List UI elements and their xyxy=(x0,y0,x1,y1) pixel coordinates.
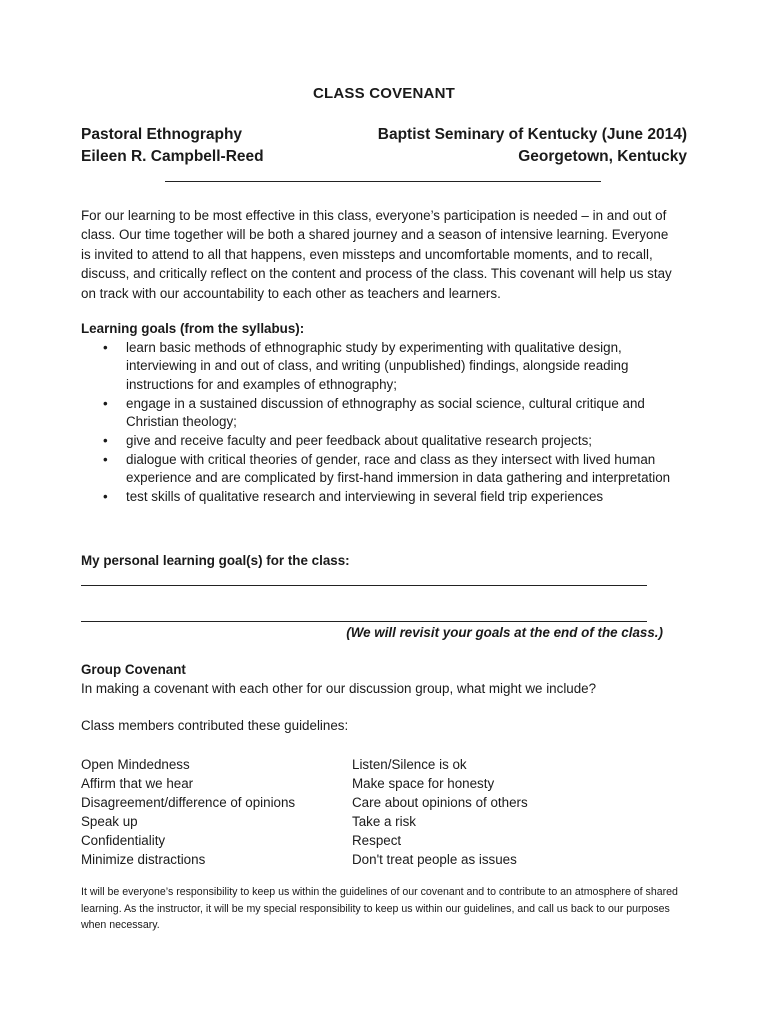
header-divider xyxy=(165,181,601,182)
guideline-item: Don't treat people as issues xyxy=(352,851,517,867)
contributed-label: Class members contributed these guidelines: xyxy=(81,718,349,733)
list-item xyxy=(81,451,681,488)
guideline-item: Open Mindedness xyxy=(81,757,190,772)
guideline-item: Take a risk xyxy=(352,813,416,829)
guideline-item: Respect xyxy=(352,832,402,848)
intro-paragraph: For our learning to be most effective in this class, everyone’s participation is needed – in and out of class. Our time together will be both a shared journey and a season of intensive learning. Everyone is invited to attend to all that happens, even missteps and uncomfortable moments, and to recall, discuss, and critically reflect on the content and process of the class. This covenant will help us stay on track with our accountability to each other as teachers and learners. xyxy=(81,208,672,301)
guideline-item: Minimize distractions xyxy=(81,851,206,867)
list-item xyxy=(81,395,681,432)
guideline-item: Affirm that we hear xyxy=(81,775,194,791)
page-title: CLASS COVENANT xyxy=(313,85,455,102)
guideline-item: Care about opinions of others xyxy=(352,794,528,810)
location: Georgetown, Kentucky xyxy=(518,148,687,165)
list-item-text: learn basic methods of ethnographic study by experimenting with qualitative design, interviewing in and out of class, and writing (unpublished) findings, alongside reading instructions for and examples of ethnography; xyxy=(126,340,629,392)
list-item xyxy=(81,432,681,450)
bullet: • xyxy=(103,451,108,467)
group-covenant-question: In making a covenant with each other for our discussion group, what might we include? xyxy=(81,681,597,696)
bullet: • xyxy=(103,340,108,355)
list-item-text: give and receive faculty and peer feedback about qualitative research projects; xyxy=(126,433,592,449)
revisit-note: (We will revisit your goals at the end of the class.) xyxy=(346,625,663,640)
guideline-item: Make space for honesty xyxy=(352,775,495,791)
guideline-item: Disagreement/difference of opinions xyxy=(81,794,296,810)
list-item-text: dialogue with critical theories of gender, race and class as they intersect with lived human experience and are complicated by first-hand immersion in data gathering and interpretation xyxy=(126,451,671,486)
course-name: Pastoral Ethnography xyxy=(81,126,243,143)
bullet: • xyxy=(103,489,108,505)
group-covenant-heading: Group Covenant xyxy=(81,662,186,677)
list-item xyxy=(81,339,681,394)
bullet: • xyxy=(103,395,108,411)
institution-name: Baptist Seminary of Kentucky (June 2014) xyxy=(377,126,687,143)
learning-goals-list xyxy=(81,339,681,507)
instructor-name: Eileen R. Campbell-Reed xyxy=(81,148,264,165)
list-item-text: engage in a sustained discussion of ethnography as social science, cultural critique and Christian theology; xyxy=(126,395,645,430)
footer-paragraph: It will be everyone’s responsibility to keep us within the guidelines of our covenant and to contribute to an atmosphere of shared learning. As the instructor, it will be my special responsibility to keep us within our guidelines, and call us back to our purposes when necessary. xyxy=(81,886,678,932)
guideline-item: Listen/Silence is ok xyxy=(352,757,467,772)
guidelines-right-column xyxy=(352,756,652,869)
learning-goals-heading: Learning goals (from the syllabus): xyxy=(81,321,305,336)
personal-goal-line-2[interactable] xyxy=(81,621,647,622)
list-item-text: test skills of qualitative research and interviewing in several field trip experiences xyxy=(126,489,604,505)
guideline-item: Confidentiality xyxy=(81,832,166,848)
personal-goal-line-1[interactable] xyxy=(81,585,647,586)
guidelines-left-column xyxy=(81,756,381,869)
bullet: • xyxy=(103,433,108,449)
list-item xyxy=(81,488,681,506)
guideline-item: Speak up xyxy=(81,813,138,829)
personal-goals-heading: My personal learning goal(s) for the class: xyxy=(81,553,350,568)
